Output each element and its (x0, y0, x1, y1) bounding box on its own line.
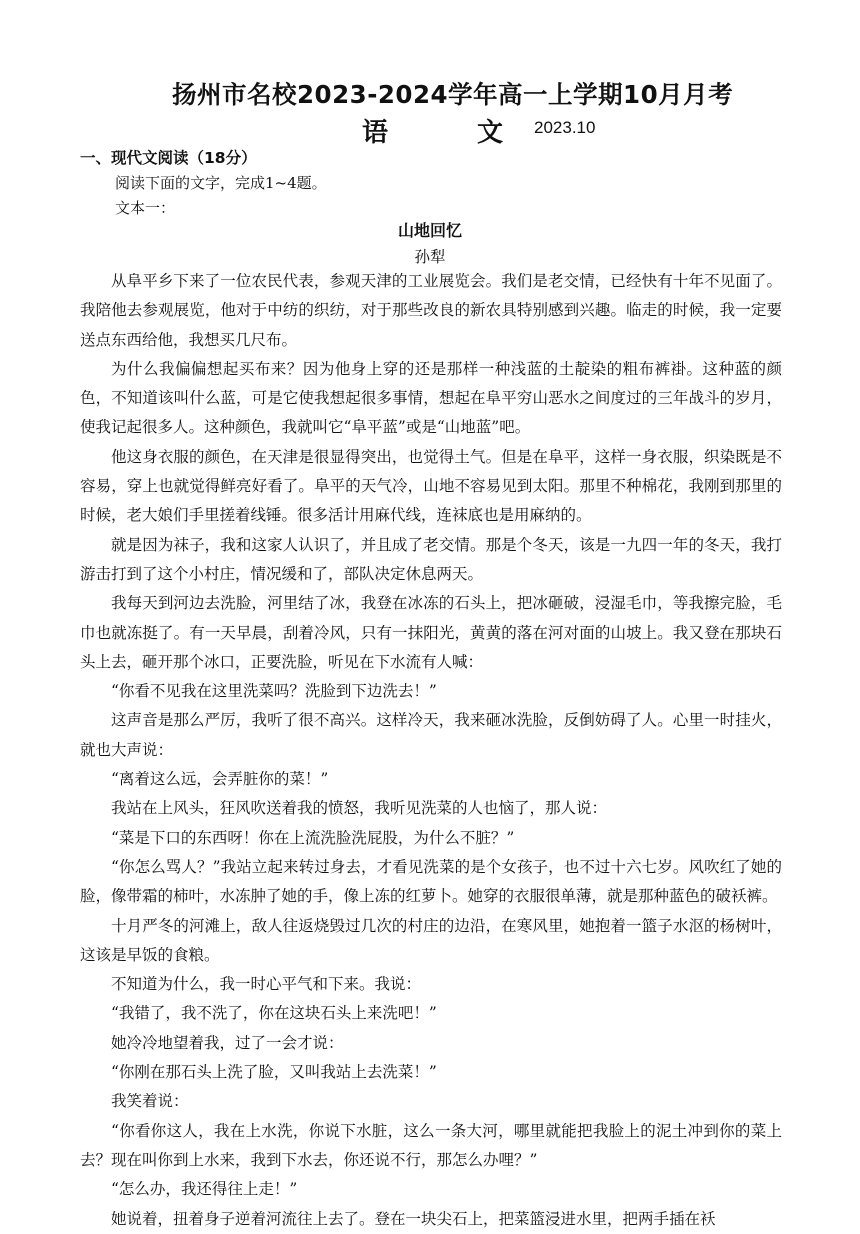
paragraph: 她说着，扭着身子逆着河流往上去了。登在一块尖石上，把菜篮浸进水里，把两手插在袄 (111, 1209, 716, 1228)
article-title: 山地回忆 (397, 221, 462, 240)
paragraph: 他这身衣服的颜色，在天津是很显得突出，也觉得土气。但是在阜平，这样一身衣服，织染既是不容易，穿上也就觉得鲜亮好看了。阜平的天气冷，山地不容易见到太阳。那里不种棉花，我刚到那里的时候，老大娘们手里搓着线锤。很多活计用麻代线，连袜底也是用麻纳的。 (80, 447, 782, 525)
paragraph: “你怎么骂人？”我站立起来转过身去，才看见洗菜的是个女孩子，也不过十六七岁。风吹红了她的脸，像带霜的柿叶，水冻肿了她的手，像上冻的红萝卜。她穿的衣服很单薄，就是那种蓝色的破袄裤。 (80, 857, 782, 906)
paragraph: 就是因为袜子，我和这家人认识了，并且成了老交情。那是个冬天，该是一九四一年的冬天，我打游击打到了这个小村庄，情况缓和了，部队决定休息两天。 (80, 535, 782, 583)
exam-date: 2023.10 (534, 118, 596, 137)
paragraph: 我每天到河边去洗脸，河里结了冰，我登在冰冻的石头上，把冰砸破，浸湿毛巾，等我擦完脸，毛巾也就冻挺了。有一天早晨，刮着冷风，只有一抹阳光，黄黄的落在河对面的山坡上。我又登在那块石头上去，砸开那个冰口，正要洗脸，听见在下水流有人喊： (80, 594, 782, 671)
article-body (80, 267, 782, 1234)
paragraph: 我站在上风头，狂风吹送着我的愤怒，我听见洗菜的人也恼了，那人说： (111, 799, 608, 818)
text-label: 文本一： (115, 199, 176, 217)
paragraph: 十月严冬的河滩上，敌人往返烧毁过几次的村庄的边沿，在寒风里，她抱着一篮子水沤的杨树叶，这该是早饭的食粮。 (80, 916, 782, 964)
paragraph: 这声音是那么严厉，我听了很不高兴。这样冷天，我来砸冰洗脸，反倒妨碍了人。心里一时挂火，就也大声说： (80, 711, 782, 759)
paragraph: 她冷冷地望着我，过了一会才说： (111, 1033, 344, 1052)
exam-title: 扬州市名校2023-2024学年高一上学期10月月考 (172, 80, 734, 109)
article-author: 孙犁 (414, 248, 446, 266)
paragraph: 我笑着说： (111, 1092, 189, 1111)
paragraph: “菜是下口的东西呀！你在上流洗脸洗屁股，为什么不脏？” (111, 828, 515, 847)
paragraph: “我错了，我不洗了，你在这块石头上来洗吧！” (111, 1004, 437, 1023)
paragraph: “离着这么远，会弄脏你的菜！” (111, 770, 329, 789)
paragraph: “你看你这人，我在上水洗，你说下水脏，这么一条大河，哪里就能把我脸上的泥土冲到你的菜上去？现在叫你到上水来，我到下水去，你还说不行，那怎么办哩？” (80, 1121, 782, 1169)
paragraph: 为什么我偏偏想起买布来？因为他身上穿的还是那样一种浅蓝的土靛染的粗布裤褂。这种蓝的颜色，不知道该叫什么蓝，可是它使我想起很多事情，想起在阜平穷山恶水之间度过的三年战斗的岁月，使我记起很多人。这种颜色，我就叫它“阜平蓝”或是“山地蓝”吧。 (80, 359, 782, 437)
paragraph: “怎么办，我还得往上走！” (111, 1180, 298, 1199)
paragraph: 不知道为什么，我一时心平气和下来。我说： (111, 975, 422, 994)
subject-label: 语 文 (362, 118, 544, 148)
reading-instruction: 阅读下面的文字，完成1~4题。 (115, 174, 327, 192)
paragraph: “你刚在那石头上洗了脸，又叫我站上去洗菜！” (111, 1063, 437, 1082)
paragraph: “你看不见我在这里洗菜吗？洗脸到下边洗去！” (111, 682, 437, 701)
paragraph: 从阜平乡下来了一位农民代表，参观天津的工业展览会。我们是老交情，已经快有十年不见面了。我陪他去参观展览，他对于中纺的织纺，对于那些改良的新农具特别感到兴趣。临走的时候，我一定要送点东西给他，我想买几尺布。 (80, 272, 782, 349)
section-heading: 一、现代文阅读（18分） (80, 149, 257, 167)
